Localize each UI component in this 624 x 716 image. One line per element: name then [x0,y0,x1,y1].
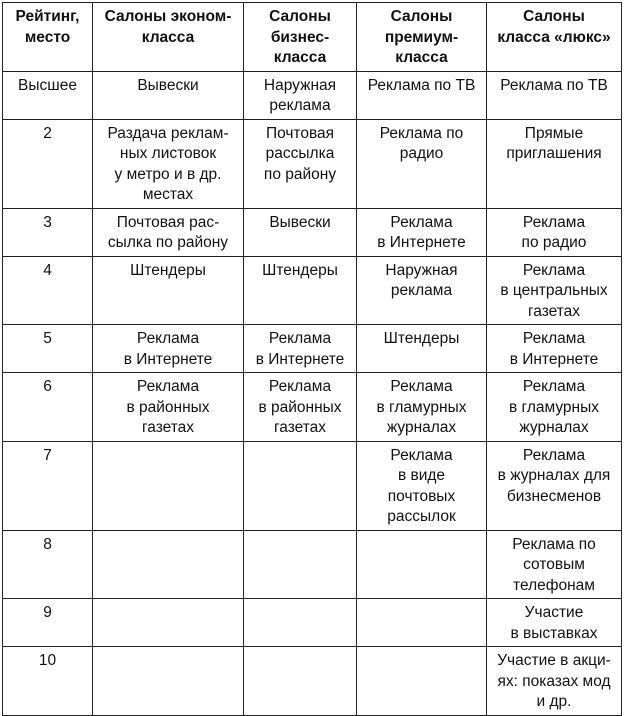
table-cell [244,530,357,599]
table-cell [93,530,244,599]
table-cell: Реклама в гламурных журналах [357,373,487,442]
table-cell: Наружная реклама [357,256,487,325]
table-cell: Наружная реклама [244,71,357,119]
table-row [3,530,622,599]
table-cell [357,599,487,647]
table-cell: Вывески [244,208,357,256]
advertising-rating-table [2,2,622,716]
table-row [3,441,622,530]
header-premium: Салоны премиум- класса [357,3,487,72]
table-row [3,208,622,256]
table-cell: Почтовая рас- сылка по району [93,208,244,256]
table-cell: Реклама в гламурных журналах [487,373,622,442]
table-row [3,119,622,208]
table-cell: Реклама по ТВ [487,71,622,119]
table-cell [357,647,487,716]
rank-cell: Высшее [3,71,93,119]
table-row [3,71,622,119]
table-row [3,599,622,647]
table-cell: Реклама по ТВ [357,71,487,119]
table-cell: Прямые приглашения [487,119,622,208]
table-cell: Вывески [93,71,244,119]
table-row [3,373,622,442]
table-cell: Штендеры [357,325,487,373]
table-cell [244,441,357,530]
header-rank: Рейтинг, место [3,3,93,72]
table-row [3,647,622,716]
rank-cell: 6 [3,373,93,442]
table-cell: Реклама в Интернете [93,325,244,373]
table-cell [244,647,357,716]
table-cell: Реклама по сотовым телефонам [487,530,622,599]
table-cell [93,599,244,647]
table-cell: Раздача реклам- ных листовок у метро и в др. местах [93,119,244,208]
rank-cell: 3 [3,208,93,256]
table-cell: Реклама в районных газетах [93,373,244,442]
table-cell: Реклама в Интернете [487,325,622,373]
rank-cell: 8 [3,530,93,599]
table-cell: Почтовая рассылка по району [244,119,357,208]
header-luxury: Салоны класса «люкс» [487,3,622,72]
table-cell: Участие в акци- ях: показах мод и др. [487,647,622,716]
rank-cell: 4 [3,256,93,325]
table-cell: Реклама в журналах для бизнесменов [487,441,622,530]
table-cell: Штендеры [93,256,244,325]
table-cell: Реклама в виде почтовых рассылок [357,441,487,530]
header-economy: Салоны эконом- класса [93,3,244,72]
table-row [3,325,622,373]
table-cell: Участие в выставках [487,599,622,647]
rank-cell: 10 [3,647,93,716]
table-cell: Реклама в районных газетах [244,373,357,442]
table-cell: Реклама в центральных газетах [487,256,622,325]
table-cell: Реклама в Интернете [357,208,487,256]
table-cell: Реклама по радио [357,119,487,208]
table-row [3,256,622,325]
rank-cell: 9 [3,599,93,647]
rank-cell: 5 [3,325,93,373]
table-cell [93,441,244,530]
header-row [3,3,622,72]
table-cell [244,599,357,647]
table-cell: Штендеры [244,256,357,325]
table-cell [93,647,244,716]
table-cell [357,530,487,599]
rank-cell: 7 [3,441,93,530]
rank-cell: 2 [3,119,93,208]
header-business: Салоны бизнес- класса [244,3,357,72]
table-cell: Реклама по радио [487,208,622,256]
table-cell: Реклама в Интернете [244,325,357,373]
